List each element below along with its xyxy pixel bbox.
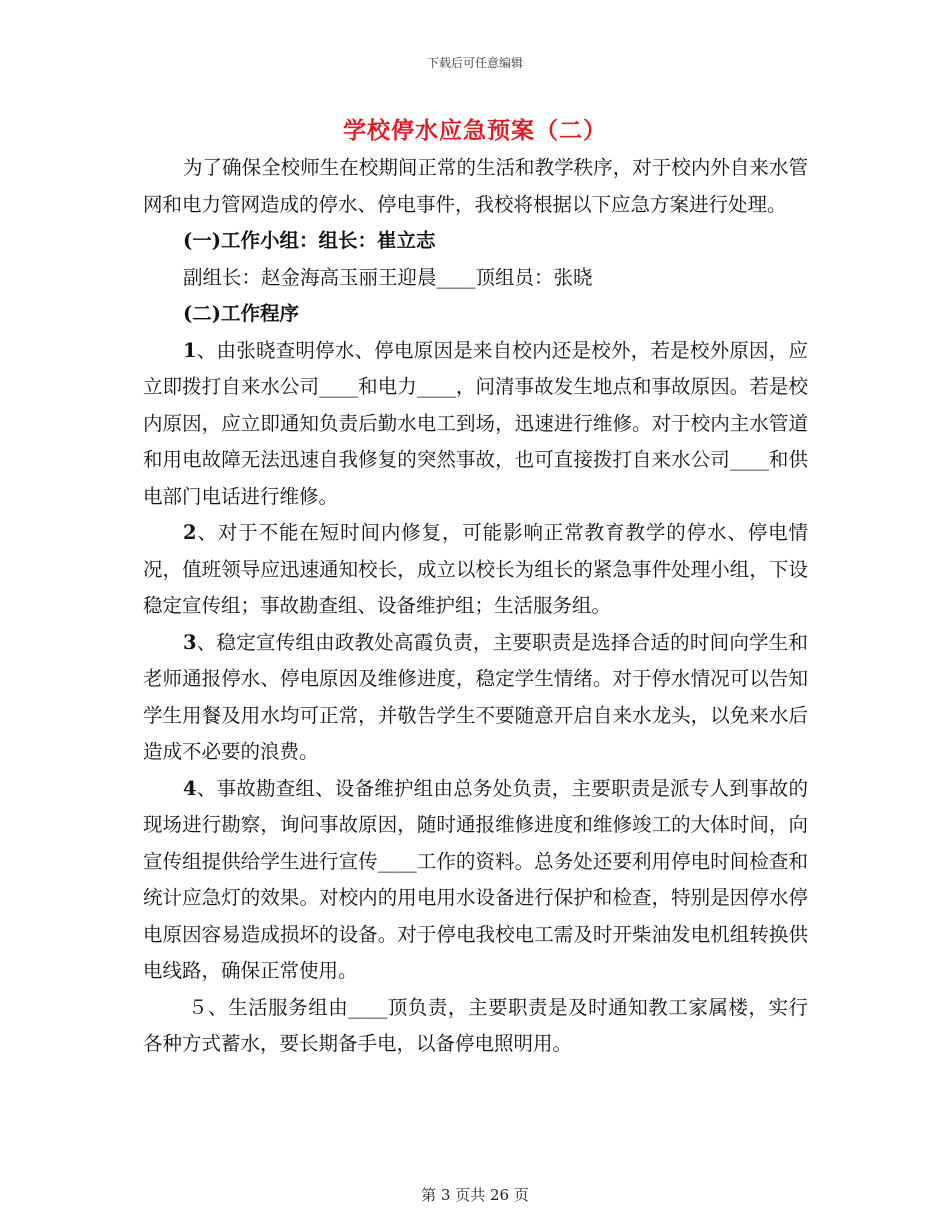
item-3-paragraph xyxy=(143,625,808,771)
page-footer: 第 3 页共 26 页 xyxy=(421,1186,529,1204)
item-5-paragraph: ５、生活服务组由____顶负责，主要职责是及时通知教工家属楼，实行各种方式蓄水，要长期备手电，以备停电照明用。 xyxy=(143,995,808,1055)
item-4-paragraph xyxy=(143,771,808,990)
item-4-text: 、事故勘查组、设备维护组由总务处负责，主要职责是派专人到事故的现场进行勘察，询问事故原因，随时通报维修进度和维修竣工的大体时间，向宣传组提供给学生进行宣传____工作的资料。总务处还要利用停电时间检查和统计应急灯的效果。对校内的用电用水设备进行保护和检查，特别是因停水停电原因容易造成损坏的设备。对于停电我校电工需及时开柴油发电机组转换供电线路，确保正常使用。 xyxy=(143,776,808,982)
item-1-number: 1 xyxy=(183,338,197,362)
document-title: 学校停水应急预案（二） xyxy=(343,117,607,144)
document-body xyxy=(143,150,808,1063)
item-2-number: 2 xyxy=(183,521,197,544)
page-header: 下载后可任意编辑 xyxy=(426,56,523,70)
deputy-line: 副组长：赵金海高玉丽王迎晨____顶组员：张晓 xyxy=(183,265,593,289)
item-1-paragraph xyxy=(143,333,808,516)
item-2-text: 、对于不能在短时间内修复，可能影响正常教育教学的停水、停电情况，值班领导应迅速通知校长，成立以校长为组长的紧急事件处理小组，下设稳定宣传组；事故勘查组、设备维护组；生活服务组。 xyxy=(143,521,808,617)
item-4-number: 4 xyxy=(183,776,197,800)
item-3-text: 、稳定宣传组由政教处高霞负责，主要职责是选择合适的时间向学生和老师通报停水、停电原因及维修进度，稳定学生情绪。对于停水情况可以告知学生用餐及用水均可正常，并敬告学生不要随意开启自来水龙头，以免来水后造成不必要的浪费。 xyxy=(143,630,808,763)
item-3-number: 3 xyxy=(183,630,197,654)
item-2-paragraph xyxy=(143,515,808,625)
section-2-heading: (二)工作程序 xyxy=(183,302,299,325)
intro-paragraph: 为了确保全校师生在校期间正常的生活和教学秩序，对于校内外自来水管网和电力管网造成的停水、停电事件，我校将根据以下应急方案进行处理。 xyxy=(143,156,808,216)
section-1-heading: (一)工作小组：组长：崔立志 xyxy=(183,229,436,252)
item-1-text: 、由张晓查明停水、停电原因是来自校内还是校外，若是校外原因，应立即拨打自来水公司____和电力____，问清事故发生地点和事故原因。若是校内原因，应立即通知负责后勤水电工到场，迅速进行维修。对于校内主水管道和用电故障无法迅速自我修复的突然事故，也可直接拨打自来水公司____和供电部门电话进行维修。 xyxy=(143,338,808,508)
